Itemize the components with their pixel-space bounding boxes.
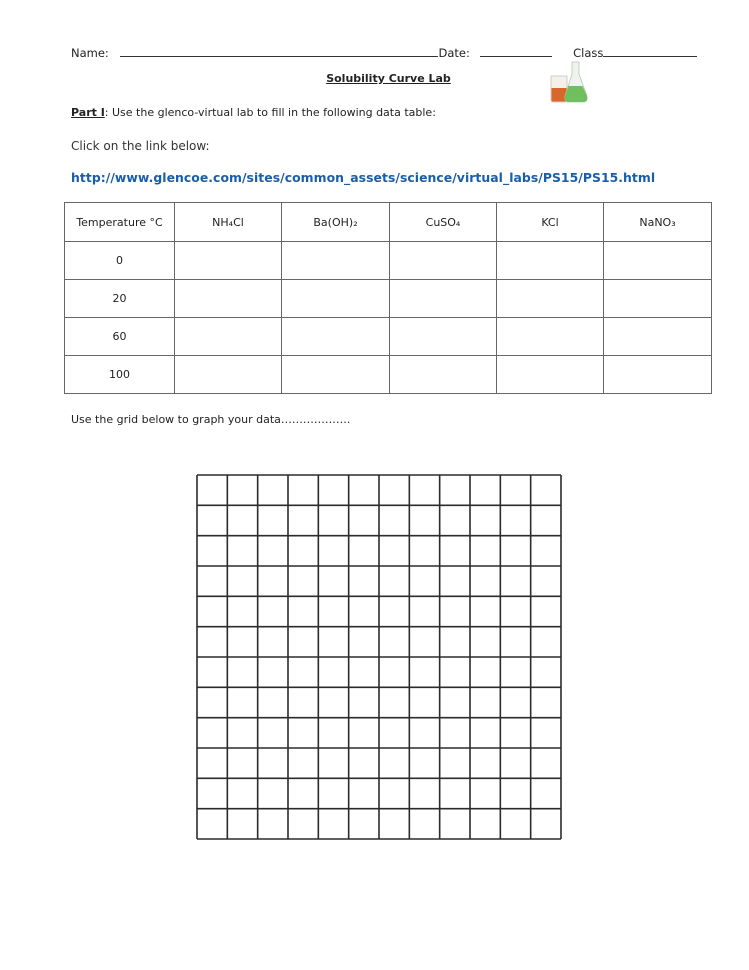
page-title: Solubility Curve Lab [326,72,451,85]
graph-instruction: Use the grid below to graph your data………………. [71,413,351,426]
data-cell[interactable] [497,318,604,356]
data-cell[interactable] [604,356,712,394]
graph-grid[interactable] [194,472,566,844]
virtual-lab-link[interactable]: http://www.glencoe.com/sites/common_assets/science/virtual_labs/PS15/PS15.html [71,170,656,185]
temp-cell: 100 [65,356,175,394]
data-cell[interactable] [175,242,282,280]
data-cell[interactable] [390,242,497,280]
table-row [65,356,712,394]
class-label: Class [573,46,604,60]
table-row [65,242,712,280]
solubility-data-table [64,202,712,394]
data-cell[interactable] [497,242,604,280]
date-field[interactable] [480,45,552,57]
table-row [65,280,712,318]
temp-cell: 60 [65,318,175,356]
header-nh4cl: NH₄Cl [175,203,282,242]
temp-cell: 20 [65,280,175,318]
data-cell[interactable] [175,356,282,394]
header-cuso4: CuSO₄ [390,203,497,242]
data-cell[interactable] [282,242,390,280]
data-cell[interactable] [390,280,497,318]
data-cell[interactable] [282,318,390,356]
header-temperature: Temperature °C [65,203,175,242]
header-nano3: NaNO₃ [604,203,712,242]
click-instruction: Click on the link below: [71,139,210,153]
data-cell[interactable] [175,280,282,318]
data-cell[interactable] [390,356,497,394]
date-label: Date: [438,46,470,60]
name-field[interactable] [120,45,438,57]
part1-label: Part I [71,106,105,119]
name-label: Name: [71,46,109,60]
table-header-row [65,203,712,242]
data-cell[interactable] [497,280,604,318]
class-field[interactable] [603,45,697,57]
header-kcl: KCl [497,203,604,242]
data-cell[interactable] [282,280,390,318]
part1-text: : Use the glenco-virtual lab to fill in the following data table: [104,106,436,119]
data-cell[interactable] [604,280,712,318]
data-cell[interactable] [497,356,604,394]
data-cell[interactable] [390,318,497,356]
table-row [65,318,712,356]
header-baoh2: Ba(OH)₂ [282,203,390,242]
part1-instruction [71,106,436,119]
data-cell[interactable] [604,318,712,356]
temp-cell: 0 [65,242,175,280]
data-cell[interactable] [604,242,712,280]
data-cell[interactable] [282,356,390,394]
data-cell[interactable] [175,318,282,356]
header-line [71,45,697,60]
